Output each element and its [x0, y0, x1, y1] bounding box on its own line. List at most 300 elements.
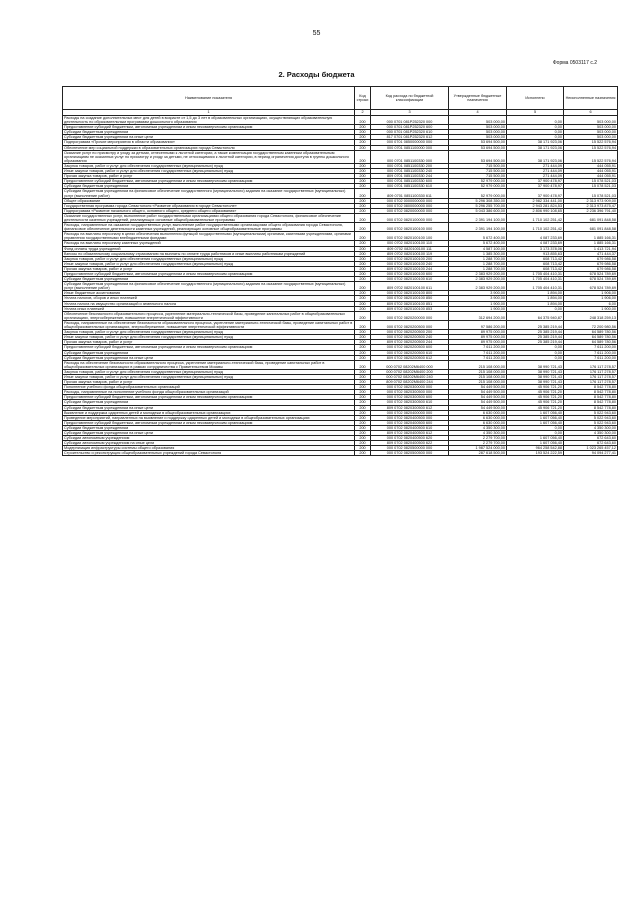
row-classification-code: 000 0702 0820100000 000	[371, 213, 449, 222]
row-unexecuted-amount: 8 542 778,80	[564, 400, 618, 405]
row-executed-amount: 1 705 404 410,31	[507, 282, 564, 291]
row-name: Строительство и реконструкция общеобразовательных учреждений города Севастополя	[63, 451, 355, 456]
table-row	[63, 451, 618, 456]
row-executed-amount: 45 906 721,20	[507, 395, 564, 400]
row-approved-amount: 52 979 000,00	[449, 179, 507, 184]
row-line-code: 200	[355, 355, 371, 360]
row-name: Субсидии бюджетным учреждениям	[63, 400, 355, 405]
row-line-code: 200	[355, 436, 371, 441]
row-unexecuted-amount: 64 589 780,56	[564, 340, 618, 345]
row-unexecuted-amount: 5 022 943,60	[564, 420, 618, 425]
row-approved-amount: 4 587 100,00	[449, 246, 507, 251]
row-classification-code: 000 0702 0800000000 000	[371, 203, 449, 208]
row-unexecuted-amount: 176 117 278,57	[564, 369, 618, 374]
row-executed-amount: 0,00	[507, 125, 564, 130]
row-executed-amount: 38 990 721,43	[507, 374, 564, 379]
row-approved-amount: 2 279 700,00	[449, 436, 507, 441]
row-unexecuted-amount: 2 313 973 909,00	[564, 198, 618, 203]
row-classification-code: 809 0702 0820100100 111	[371, 246, 449, 251]
row-executed-amount: 38 171 923,06	[507, 140, 564, 145]
row-line-code: 200	[355, 232, 371, 241]
row-executed-amount: 0,00	[507, 431, 564, 436]
column-number: 1	[63, 110, 355, 116]
row-line-code: 200	[355, 425, 371, 430]
row-line-code: 200	[355, 184, 371, 189]
row-line-code: 200	[355, 306, 371, 311]
row-name: Предоставление субсидий бюджетным, автономным учреждениям и иным некоммерческим организациям	[63, 395, 355, 400]
row-line-code: 200	[355, 451, 371, 456]
row-name: Пополнение учебного фонда общеобразовательных организаций	[63, 385, 355, 390]
row-executed-amount: 25 385 219,44	[507, 335, 564, 340]
row-approved-amount: 5 672 400,00	[449, 241, 507, 246]
row-approved-amount: 715 500,00	[449, 174, 507, 179]
row-classification-code: 000 0702 0820100100 000	[371, 223, 449, 232]
row-name: Выявление и поддержка одаренных детей и молодежи в общеобразовательных организациях	[63, 410, 355, 415]
row-executed-amount: 38 990 721,43	[507, 369, 564, 374]
row-unexecuted-amount: 72 200 980,56	[564, 320, 618, 329]
column-number: 5	[507, 110, 564, 116]
section-title: 2. Расходы бюджета	[278, 70, 355, 79]
row-classification-code: 000 0702 0820100100 110	[371, 241, 449, 246]
row-approved-amount: 503 000,00	[449, 130, 507, 135]
row-approved-amount: 715 500,00	[449, 169, 507, 174]
row-approved-amount: 53 694 500,00	[449, 140, 507, 145]
row-executed-amount: 0,00	[507, 306, 564, 311]
row-line-code: 200	[355, 360, 371, 369]
row-approved-amount: 2 383 929 200,00	[449, 282, 507, 291]
row-name: Уплата налога на имущество организаций и земельного налога	[63, 301, 355, 306]
row-classification-code: 000 0702 0820100100 200	[371, 256, 449, 261]
row-line-code: 200	[355, 320, 371, 329]
row-unexecuted-amount: 15 522 576,94	[564, 145, 618, 150]
row-classification-code: 000 0702 0820500500 000	[371, 451, 449, 456]
page-number: 55	[312, 30, 321, 37]
row-line-code: 200	[355, 203, 371, 208]
table-row	[63, 116, 618, 125]
table-row	[63, 213, 618, 222]
row-approved-amount: 54 449 500,00	[449, 405, 507, 410]
row-line-code: 200	[355, 174, 371, 179]
row-executed-amount: 1 607 056,40	[507, 436, 564, 441]
row-approved-amount: 1 288 700,00	[449, 256, 507, 261]
row-unexecuted-amount: 7 611 200,00	[564, 350, 618, 355]
row-approved-amount: 715 500,00	[449, 163, 507, 168]
row-executed-amount: 38 990 721,43	[507, 360, 564, 369]
row-line-code: 200	[355, 169, 371, 174]
row-approved-amount: 1 987 524 000,00	[449, 446, 507, 451]
row-classification-code: 000 0702 0820000000 000	[371, 208, 449, 213]
row-name: Расходы, направленные на оказание государственных услуг, выполнение работ государственными организациями общего образования города Севастополя, финансовое обеспечение деятельности казенных учреждений, реализующих основные общеобразовательные программы	[63, 223, 355, 232]
row-approved-amount: 54 449 500,00	[449, 395, 507, 400]
row-executed-amount: 0,00	[507, 350, 564, 355]
row-unexecuted-amount: 94 094 277,41	[564, 451, 618, 456]
row-line-code: 200	[355, 374, 371, 379]
row-unexecuted-amount: 678 524 789,69	[564, 272, 618, 277]
row-name: Государственная программа города Севастополя «Развитие образования в городе Севастополе»	[63, 203, 355, 208]
column-header-name: Наименование показателя	[63, 87, 355, 110]
row-classification-code: 000 0702 0820300500 600	[371, 395, 449, 400]
row-approved-amount: 89 975 000,00	[449, 335, 507, 340]
row-unexecuted-amount: 503 000,00	[564, 116, 618, 125]
row-name: Субсидии бюджетным учреждениям	[63, 184, 355, 189]
row-classification-code: 000 0702 0820200500 600	[371, 345, 449, 350]
row-name: Прочая закупка товаров, работ и услуг	[63, 340, 355, 345]
row-line-code: 200	[355, 179, 371, 184]
row-approved-amount: 52 979 000,00	[449, 189, 507, 198]
row-classification-code: 809 0701 0851100330 244	[371, 174, 449, 179]
row-name: Обеспечение безопасности образовательного процесса, укрепление материально-технической базы, проведение капитальных работ в общеобразовательных организациях, энергосбережение, повышение энергетической эффективности	[63, 311, 355, 320]
row-executed-amount: 4 087 233,69	[507, 241, 564, 246]
row-line-code: 200	[355, 256, 371, 261]
row-classification-code: 000 0701 0851100330 600	[371, 179, 449, 184]
row-unexecuted-amount: 1 906,00	[564, 296, 618, 301]
row-approved-amount: 503 000,00	[449, 135, 507, 140]
column-header-line-code: Код строки	[355, 87, 371, 110]
row-classification-code: 000 0701 081P252320 610	[371, 130, 449, 135]
row-executed-amount: 0,00	[507, 355, 564, 360]
row-line-code: 200	[355, 420, 371, 425]
row-approved-amount: 53 694 500,00	[449, 145, 507, 150]
row-line-code: 200	[355, 266, 371, 271]
row-approved-amount: 7 611 200,00	[449, 355, 507, 360]
row-unexecuted-amount: 5 022 943,60	[564, 415, 618, 420]
row-classification-code: 000 0702 0820200500 200	[371, 330, 449, 335]
row-name: Субсидии бюджетным учреждениям	[63, 350, 355, 355]
row-unexecuted-amount: 679 986,58	[564, 261, 618, 266]
row-executed-amount: 1 607 056,40	[507, 420, 564, 425]
row-name: Оказание услуг по присмотру и уходу за детьми, отнесенными к льготной категории, а также компенсация государственным казенным образовательным организациям не оказанных услуг по присмотру и уходу за детьми, не относящимися к льготной категории, в период ограничения доступа в группы дошкольного образования	[63, 150, 355, 163]
row-classification-code: 000 0702 0820200500 240	[371, 335, 449, 340]
row-line-code: 200	[355, 246, 371, 251]
row-approved-amount: 215 108 000,00	[449, 374, 507, 379]
row-classification-code: 817 0701 081P252320 612	[371, 135, 449, 140]
row-unexecuted-amount: 672 643,60	[564, 436, 618, 441]
row-name: Проведение мероприятий, направленных на выявление и поддержку одаренных детей и молодежи в общеобразовательных организациях	[63, 415, 355, 420]
column-number: 2	[355, 110, 371, 116]
row-approved-amount: 215 108 000,00	[449, 380, 507, 385]
row-line-code: 200	[355, 282, 371, 291]
row-name: Субсидии бюджетным учреждениям на иные цели	[63, 355, 355, 360]
row-line-code: 200	[355, 431, 371, 436]
row-classification-code: 000 0702 0820300000 000	[371, 385, 449, 390]
row-executed-amount: 1 607 056,40	[507, 441, 564, 446]
row-unexecuted-amount: 444 055,91	[564, 174, 618, 179]
row-line-code: 200	[355, 213, 371, 222]
row-unexecuted-amount: 6,00	[564, 301, 618, 306]
row-executed-amount: 45 906 721,20	[507, 405, 564, 410]
row-name: Субсидии бюджетным учреждениям	[63, 277, 355, 282]
column-number: 4	[449, 110, 507, 116]
row-classification-code: 000 0702 0000000000 000	[371, 198, 449, 203]
row-name: Субсидии бюджетным учреждениям на иные цели	[63, 431, 355, 436]
row-name: Субсидии автономным учреждениям на иные цели	[63, 441, 355, 446]
row-executed-amount: 3 173 378,06	[507, 246, 564, 251]
row-classification-code: 000 0702 0820400500 600	[371, 420, 449, 425]
row-line-code: 200	[355, 189, 371, 198]
row-executed-amount: 1 894,00	[507, 296, 564, 301]
row-line-code: 200	[355, 369, 371, 374]
table-row	[63, 223, 618, 232]
row-line-code: 200	[355, 350, 371, 355]
row-classification-code: 809 0702 0820200500 244	[371, 340, 449, 345]
row-approved-amount: 5 672 400,00	[449, 232, 507, 241]
table-row	[63, 360, 618, 369]
row-classification-code: 000 0702 0820200500 000	[371, 320, 449, 329]
row-line-code: 200	[355, 277, 371, 282]
row-unexecuted-amount: 176 117 278,57	[564, 380, 618, 385]
row-unexecuted-amount: 503 000,00	[564, 135, 618, 140]
row-name: Субсидии бюджетным учреждениям	[63, 425, 355, 430]
row-line-code: 200	[355, 415, 371, 420]
row-approved-amount: 89 975 000,00	[449, 340, 507, 345]
row-approved-amount: 4 350 300,00	[449, 425, 507, 430]
row-executed-amount: 25 385 219,44	[507, 320, 564, 329]
row-line-code: 200	[355, 380, 371, 385]
row-name: Закупка товаров, работ и услуг для обеспечения государственных (муниципальных) нужд	[63, 256, 355, 261]
row-unexecuted-amount: 2 236 396 791,40	[564, 208, 618, 213]
row-approved-amount: 4 350 300,00	[449, 431, 507, 436]
row-name: Субсидии бюджетным учреждениям на финансовое обеспечение государственного (муниципального) задания на оказание государственных (муниципальных) услуг (выполнение работ)	[63, 282, 355, 291]
row-unexecuted-amount: 15 522 576,94	[564, 140, 618, 145]
row-classification-code: 809 0701 0851100330 611	[371, 189, 449, 198]
row-executed-amount: 271 444,09	[507, 169, 564, 174]
row-classification-code: 809 0702 0820100100 119	[371, 251, 449, 256]
row-unexecuted-amount: 1 900,00	[564, 306, 618, 311]
row-unexecuted-amount: 678 524 789,69	[564, 282, 618, 291]
row-executed-amount: 25 385 219,44	[507, 330, 564, 335]
row-classification-code: 000 0702 0820200500 610	[371, 350, 449, 355]
row-approved-amount: 5 043 386 600,00	[449, 208, 507, 213]
table-body	[63, 110, 618, 456]
row-approved-amount: 97 586 200,00	[449, 320, 507, 329]
row-classification-code: 809 0702 0820100100 244	[371, 266, 449, 271]
row-line-code: 200	[355, 345, 371, 350]
row-line-code: 200	[355, 163, 371, 168]
row-executed-amount: 1 710 102 251,42	[507, 213, 564, 222]
row-name: Взносы по обязательному социальному страхованию на выплаты по оплате труда работников и иные выплаты работникам учреждений	[63, 251, 355, 256]
row-unexecuted-amount: 444 055,91	[564, 169, 618, 174]
row-approved-amount: 53 694 500,00	[449, 150, 507, 163]
row-executed-amount: 38 171 923,06	[507, 150, 564, 163]
table-row	[63, 150, 618, 163]
row-name: Расходы на обеспечение безопасности образовательного процесса, укрепление материально-технической базы, проведение капитальных работ в общеобразовательных организациях в рамках сотрудничества с Правительством Москвы	[63, 360, 355, 369]
row-line-code: 200	[355, 272, 371, 277]
row-unexecuted-amount: 678 524 789,69	[564, 277, 618, 282]
row-unexecuted-amount: 64 589 780,56	[564, 335, 618, 340]
row-approved-amount: 89 975 000,00	[449, 330, 507, 335]
row-unexecuted-amount: 176 117 278,57	[564, 374, 618, 379]
row-approved-amount: 2 391 194 100,00	[449, 213, 507, 222]
column-header-unexecuted: Неисполненные назначения	[564, 87, 618, 110]
row-line-code: 200	[355, 385, 371, 390]
row-classification-code: 809 0702 0820100100 851	[371, 301, 449, 306]
table-row	[63, 320, 618, 329]
row-executed-amount: 964 258 542,88	[507, 446, 564, 451]
column-header-classification-code: Код расхода по бюджетной классификации	[371, 87, 449, 110]
row-approved-amount: 5 296 308 350,00	[449, 198, 507, 203]
row-approved-amount: 1 385 300,00	[449, 251, 507, 256]
row-unexecuted-amount: 15 078 521,03	[564, 179, 618, 184]
row-classification-code: 000 0702 08202М6400 240	[371, 374, 449, 379]
row-executed-amount: 1 705 404 410,31	[507, 272, 564, 277]
row-line-code: 200	[355, 311, 371, 320]
row-approved-amount: 6 630 000,00	[449, 410, 507, 415]
row-line-code: 200	[355, 125, 371, 130]
row-name: Предоставление субсидий бюджетным, автономным учреждениям и иным некоммерческим организациям	[63, 272, 355, 277]
form-code: Форма 0503117 с.2	[552, 60, 597, 66]
row-unexecuted-amount: 8 542 778,80	[564, 405, 618, 410]
row-executed-amount: 2 982 334 441,00	[507, 198, 564, 203]
row-approved-amount: 215 108 000,00	[449, 369, 507, 374]
row-classification-code: 000 0702 0820100100 850	[371, 296, 449, 301]
row-line-code: 200	[355, 410, 371, 415]
row-approved-amount: 2 279 700,00	[449, 441, 507, 446]
row-name: Иные закупки товаров, работ и услуг для обеспечения государственных (муниципальных) нужд	[63, 261, 355, 266]
row-classification-code: 000 0702 08202М6400 000	[371, 360, 449, 369]
row-name: Уплата иных платежей	[63, 306, 355, 311]
row-executed-amount: 64 375 940,87	[507, 311, 564, 320]
row-line-code: 200	[355, 198, 371, 203]
row-executed-amount: 38 171 923,06	[507, 145, 564, 150]
row-approved-amount: 1 900,00	[449, 306, 507, 311]
expenses-table	[62, 86, 618, 456]
row-line-code: 200	[355, 400, 371, 405]
row-unexecuted-amount: 681 091 848,58	[564, 223, 618, 232]
row-unexecuted-amount: 8 542 778,80	[564, 395, 618, 400]
table-header-row	[63, 87, 618, 110]
row-executed-amount: 37 900 478,97	[507, 179, 564, 184]
row-unexecuted-amount: 1 413 721,94	[564, 246, 618, 251]
row-name: Уплата налогов, сборов и иных платежей	[63, 296, 355, 301]
table-row	[63, 282, 618, 291]
row-unexecuted-amount: 5 022 943,60	[564, 410, 618, 415]
row-approved-amount: 2 391 194 100,00	[449, 223, 507, 232]
row-unexecuted-amount: 8 542 778,80	[564, 390, 618, 395]
row-name: Прочая закупка товаров, работ и услуг	[63, 174, 355, 179]
row-classification-code: 000 0701 0851100330 610	[371, 184, 449, 189]
table-row	[63, 232, 618, 241]
row-unexecuted-amount: 4 350 300,00	[564, 425, 618, 430]
row-classification-code: 000 0702 0820400500 620	[371, 436, 449, 441]
row-executed-amount: 2 806 990 108,65	[507, 208, 564, 213]
column-number: 3	[371, 110, 449, 116]
row-name: Расходы на выплаты персоналу в целях обеспечения выполнения функций государственными (муниципальными) органами, казенными учреждениями, органами управления государственными внебюджетными фондами	[63, 232, 355, 241]
row-classification-code: 809 0702 0820100100 853	[371, 306, 449, 311]
row-approved-amount: 54 449 500,00	[449, 390, 507, 395]
row-name: Предоставление субсидий бюджетным, автономным учреждениям и иным некоммерческим организациям	[63, 125, 355, 130]
row-approved-amount: 1 288 700,00	[449, 261, 507, 266]
row-line-code: 200	[355, 135, 371, 140]
row-line-code: 200	[355, 340, 371, 345]
row-classification-code: 000 0701 0851100330 000	[371, 150, 449, 163]
row-name: Иные закупки товаров, работ и услуг для обеспечения государственных (муниципальных) нужд	[63, 374, 355, 379]
row-unexecuted-amount: 1 885 166,31	[564, 241, 618, 246]
row-classification-code: 809 0702 0820200500 612	[371, 355, 449, 360]
row-approved-amount: 54 449 500,00	[449, 400, 507, 405]
row-line-code: 200	[355, 145, 371, 150]
row-line-code: 200	[355, 140, 371, 145]
row-executed-amount: 1 705 404 410,31	[507, 277, 564, 282]
row-unexecuted-amount: 503 000,00	[564, 125, 618, 130]
row-classification-code: 000 0701 081P252320 000	[371, 116, 449, 125]
row-classification-code: 000 0702 08202М6400 200	[371, 369, 449, 374]
row-name: Субсидии бюджетным учреждениям на иные цели	[63, 405, 355, 410]
row-name: Иные закупки товаров, работ и услуг для обеспечения государственных (муниципальных) нужд	[63, 169, 355, 174]
column-header-approved: Утвержденные бюджетные назначения	[449, 87, 507, 110]
row-executed-amount: 0,00	[507, 135, 564, 140]
row-approved-amount: 5 296 255 700,00	[449, 203, 507, 208]
row-name: Иные закупки товаров, работ и услуг для обеспечения государственных (муниципальных) нужд	[63, 335, 355, 340]
row-line-code: 200	[355, 208, 371, 213]
row-name: Расходы, направленные на пополнение учебного фонда общеобразовательных организаций	[63, 390, 355, 395]
row-line-code: 200	[355, 405, 371, 410]
row-executed-amount: 1 894,00	[507, 291, 564, 296]
row-name: Расходы, направленные на обеспечение безопасности образовательного процесса, укрепление материально-технической базы, проведение капитальных работ в общеобразовательных организациях, энергосбережение, повышение энергетической эффективности	[63, 320, 355, 329]
row-line-code: 200	[355, 441, 371, 446]
row-unexecuted-amount: 1 885 166,31	[564, 232, 618, 241]
row-name: Обеспечение мер социальной поддержки в образовательных организациях города Севастополя	[63, 145, 355, 150]
row-approved-amount: 7 611 200,00	[449, 345, 507, 350]
row-executed-amount: 608 713,42	[507, 256, 564, 261]
row-unexecuted-amount: 176 117 278,57	[564, 360, 618, 369]
row-classification-code: 000 0702 0820300500 000	[371, 390, 449, 395]
row-classification-code: 000 0702 0820400500 610	[371, 425, 449, 430]
row-approved-amount: 2 383 929 200,00	[449, 272, 507, 277]
row-name: Модернизация инфраструктуры системы общего образования	[63, 446, 355, 451]
row-name: Предоставление субсидий бюджетным, автономным учреждениям и иным некоммерческим организациям	[63, 420, 355, 425]
row-name: Субсидии бюджетным учреждениям на финансовое обеспечение государственного (муниципального) задания на оказание государственных (муниципальных) услуг (выполнение работ)	[63, 189, 355, 198]
row-classification-code: 000 0701 0850000000 000	[371, 140, 449, 145]
row-classification-code: 000 0702 0820500000 000	[371, 446, 449, 451]
row-unexecuted-amount: 15 078 521,03	[564, 184, 618, 189]
row-executed-amount: 0,00	[507, 345, 564, 350]
row-executed-amount: 1 607 056,40	[507, 415, 564, 420]
row-approved-amount: 1 900,00	[449, 301, 507, 306]
row-classification-code: 809 0702 08202М6400 244	[371, 380, 449, 385]
row-name: Закупка товаров, работ и услуг для обеспечения государственных (муниципальных) нужд	[63, 163, 355, 168]
row-line-code: 200	[355, 296, 371, 301]
row-executed-amount: 38 990 721,43	[507, 380, 564, 385]
row-unexecuted-amount: 248 318 259,13	[564, 311, 618, 320]
row-line-code: 200	[355, 261, 371, 266]
row-name: Оказание государственных услуг, выполнение работ государственными организациями общего образования города Севастополя, финансовое обеспечение деятельности казенных учреждений, реализующих основные общеобразовательные программы	[63, 213, 355, 222]
row-classification-code: 809 0702 0820300500 612	[371, 405, 449, 410]
row-executed-amount: 45 906 721,20	[507, 400, 564, 405]
row-classification-code: 000 0701 0851100330 240	[371, 169, 449, 174]
row-approved-amount: 6 630 000,00	[449, 420, 507, 425]
row-name: Субсидии бюджетным учреждениям на иные цели	[63, 135, 355, 140]
row-approved-amount: 312 694 200,00	[449, 311, 507, 320]
table-row	[63, 311, 618, 320]
row-executed-amount: 25 385 219,44	[507, 340, 564, 345]
row-unexecuted-amount: 7 611 200,00	[564, 345, 618, 350]
row-executed-amount: 0,00	[507, 130, 564, 135]
row-unexecuted-amount: 4 350 300,00	[564, 431, 618, 436]
row-line-code: 200	[355, 330, 371, 335]
row-line-code: 200	[355, 301, 371, 306]
row-executed-amount: 2 943 281 824,53	[507, 203, 564, 208]
row-name: Прочая закупка товаров, работ и услуг	[63, 380, 355, 385]
column-header-executed: Исполнено	[507, 87, 564, 110]
row-name: Расходы на создание дополнительных мест для детей в возрасте от 1,5 до 3 лет в образовательных организациях, осуществляющих образовательную деятельность по образовательным программам дошкольного образования	[63, 116, 355, 125]
row-unexecuted-amount: 503 000,00	[564, 130, 618, 135]
row-unexecuted-amount: 471 444,37	[564, 251, 618, 256]
row-classification-code: 000 0702 0820100100 240	[371, 261, 449, 266]
row-classification-code: 000 0702 0820100100 610	[371, 277, 449, 282]
row-executed-amount: 37 900 478,97	[507, 184, 564, 189]
row-name: Субсидии бюджетным учреждениям	[63, 130, 355, 135]
row-classification-code: 809 0702 0820400500 612	[371, 431, 449, 436]
